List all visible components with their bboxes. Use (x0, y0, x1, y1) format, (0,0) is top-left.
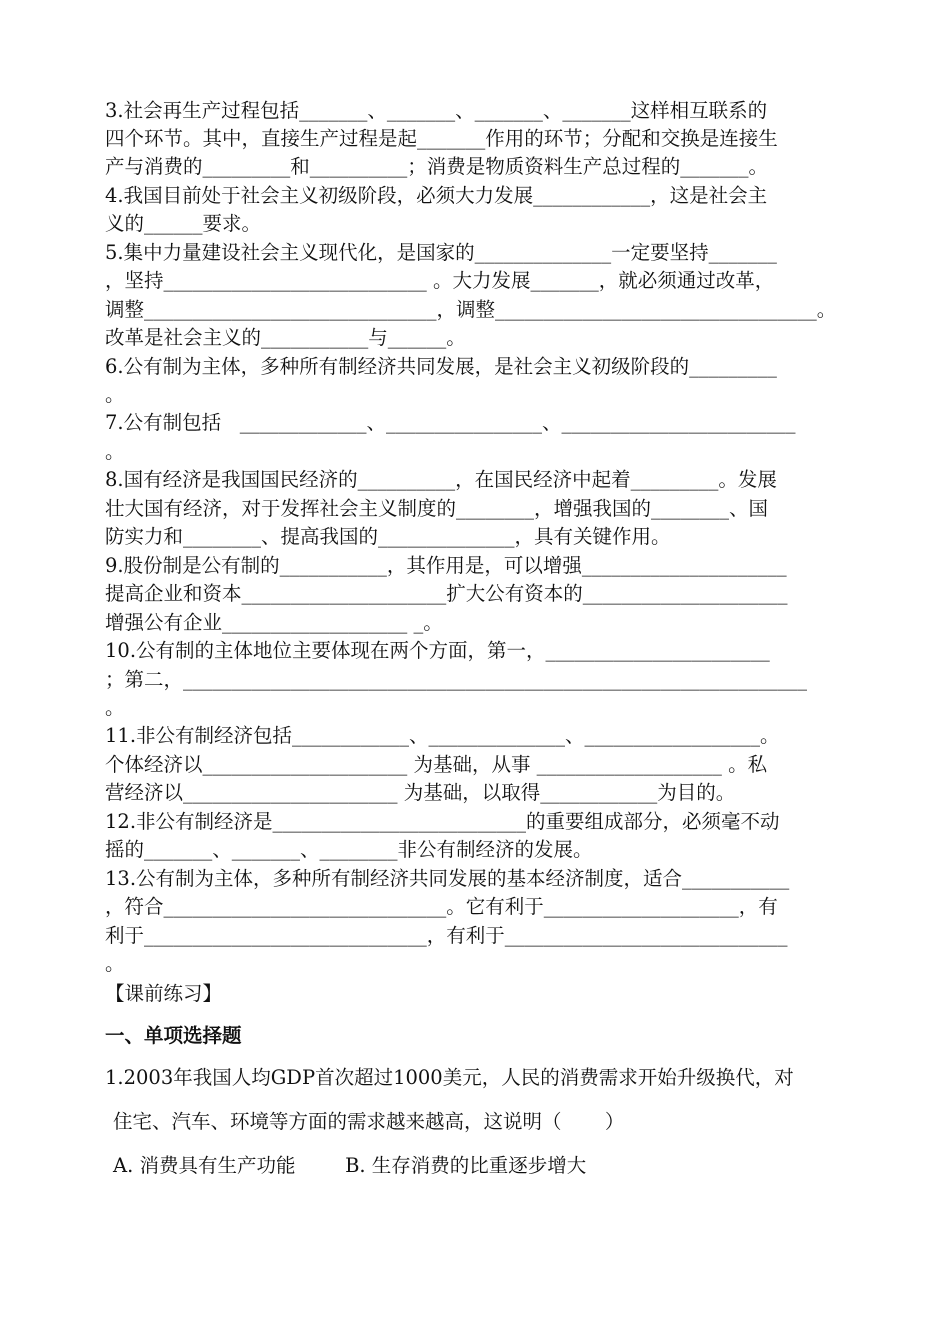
text-line (105, 722, 865, 750)
fill-blank-line: 。 (105, 952, 125, 975)
fill-blank-line: 摇的_______、_______、________非公有制经济的发展。 (105, 838, 593, 861)
text-line (105, 466, 865, 494)
fill-blank-line: 7.公有制包括 _____________、________________、________________________ (105, 411, 796, 434)
fill-blank-line: 个体经济以_____________________ 为基础，从事 ___________________ 。私 (105, 753, 768, 776)
fill-blank-line: 10.公有制的主体地位主要体现在两个方面，第一，_______________________ (105, 639, 770, 662)
text-line (105, 324, 865, 352)
fill-blank-line: 。 (105, 440, 125, 463)
text-line (105, 552, 865, 580)
text-line (105, 296, 865, 324)
text-line (105, 609, 865, 637)
fill-blank-line: 13.公有制为主体，多种所有制经济共同发展的基本经济制度，适合___________ (105, 867, 790, 890)
section-label: 【课前练习】 (105, 982, 223, 1005)
question-text-continued: 住宅、汽车、环境等方面的需求越来越高，这说明（ ） (113, 1110, 625, 1133)
fill-blank-line: ；第二，________________________________________________________________ (105, 668, 808, 691)
fill-blank-line: 12.非公有制经济是__________________________的重要组成部分，必须毫不动 (105, 810, 780, 833)
fill-blank-line: 防实力和________、提高我国的______________，具有关键作用。 (105, 525, 671, 548)
question-options: A. 消费具有生产功能 B. 生存消费的比重逐步增大 (113, 1154, 587, 1177)
text-line (105, 637, 865, 665)
text-line (105, 523, 865, 551)
text-line (105, 438, 865, 466)
fill-blank-line: 6.公有制为主体，多种所有制经济共同发展，是社会主义初级阶段的_________ (105, 355, 777, 378)
text-line (105, 666, 865, 694)
fill-blank-line: 。 (105, 383, 125, 406)
text-line (105, 182, 865, 210)
fill-blank-line: ，坚持___________________________ 。大力发展_______，就必须通过改革， (105, 269, 775, 292)
text-line (105, 409, 865, 437)
fill-blank-line: 5.集中力量建设社会主义现代化，是国家的______________一定要坚持_______ (105, 241, 777, 264)
text-line (105, 950, 865, 978)
fill-blank-line: 产与消费的_________和__________；消费是物质资料生产总过程的_______。 (105, 155, 769, 178)
fill-blank-line: 调整______________________________，调整_________________________________。 (105, 298, 837, 321)
fill-blank-line: 四个环节。其中，直接生产过程是起_______作用的环节；分配和交换是连接生 (105, 127, 778, 150)
fill-blank-line: 8.国有经济是我国国民经济的__________，在国民经济中起着_________。发展 (105, 468, 777, 491)
fill-blank-line: 4.我国目前处于社会主义初级阶段，必须大力发展____________，这是社会主 (105, 184, 768, 207)
fill-blank-line: 增强公有企业___________________ _。 (105, 611, 443, 634)
text-line (105, 779, 865, 807)
text-line (105, 153, 865, 181)
fill-blank-line: 提高企业和资本_____________________扩大公有资本的_____________________ (105, 582, 788, 605)
fill-blank-line: 利于_____________________________，有利于_____________________________ (105, 924, 788, 947)
section-title: 一、单项选择题 (105, 1024, 242, 1047)
text-line (105, 495, 865, 523)
fill-blank-line: 3.社会再生产过程包括_______、_______、_______、_______这样相互联系的 (105, 99, 768, 122)
fill-blank-line: 9.股份制是公有制的___________，其作用是，可以增强_____________________ (105, 554, 787, 577)
text-line (105, 893, 865, 921)
fill-blank-line: 壮大国有经济，对于发挥社会主义制度的________，增强我国的________、国 (105, 497, 769, 520)
text-line (105, 865, 865, 893)
fill-blank-line: 义的______要求。 (105, 212, 262, 235)
question-text: 1.2003年我国人均GDP首次超过1000美元，人民的消费需求开始升级换代，对 (105, 1066, 794, 1089)
text-line (105, 836, 865, 864)
fill-blank-line: 改革是社会主义的___________与______。 (105, 326, 466, 349)
text-line (105, 808, 865, 836)
text-line (105, 751, 865, 779)
text-line (105, 353, 865, 381)
fill-blank-line: 11.非公有制经济包括____________、______________、__________________。 (105, 724, 780, 747)
text-line (105, 381, 865, 409)
text-line (105, 267, 865, 295)
fill-blank-line: 营经济以______________________ 为基础，以取得____________为目的。 (105, 781, 736, 804)
text-line (105, 922, 865, 950)
text-line (105, 239, 865, 267)
text-line (105, 694, 865, 722)
text-line (105, 125, 865, 153)
text-line (105, 97, 865, 125)
fill-blank-line: ，符合_____________________________。它有利于____________________，有 (105, 895, 778, 918)
fill-blank-line: 。 (105, 696, 125, 719)
text-line (105, 580, 865, 608)
text-line (105, 210, 865, 238)
